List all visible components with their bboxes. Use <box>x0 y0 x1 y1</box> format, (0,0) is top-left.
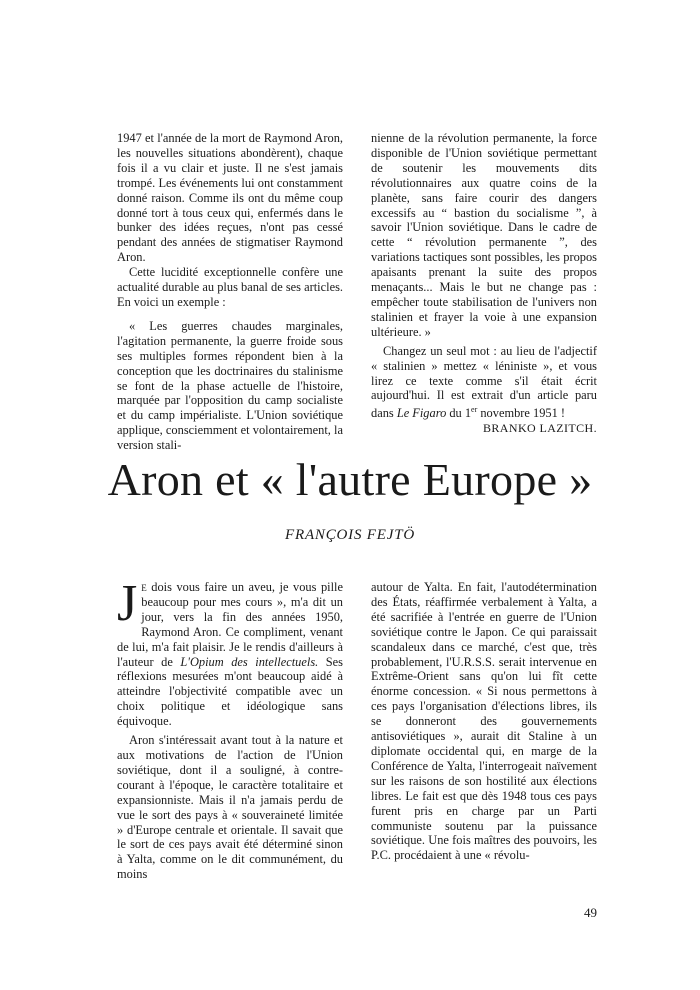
book-title: L'Opium des intellectuels. <box>180 654 319 669</box>
page-number: 49 <box>584 905 597 920</box>
quotation: « Les guerres chaudes marginales, l'agitation permanente, la guerre froide sous ses multiples formes répondent bien à la conception que les doctrinaires du stalinisme se font de la phase actuelle de l'histoire, marquée par l'opposition du camp socialiste et du camp impérialiste. L'Union soviétique applique, consciemment et volontairement, la version stali- <box>117 318 343 453</box>
drop-cap: J <box>117 575 138 632</box>
article-author: FRANÇOIS FEJTÖ <box>285 527 415 543</box>
top-right-column <box>371 131 597 436</box>
article-right-column <box>371 580 597 863</box>
article-title: Aron et « l'autre Europe » <box>107 454 593 505</box>
article-left-column <box>117 575 343 882</box>
quotation-continued: nienne de la révolution permanente, la force disponible de l'Union soviétique permettant de soutenir les mouvements dits révolutionnaires aux quatre coins de la planète, sans faire courir des dangers excessifs au “ bastion du socialisme ”, à savoir l'Union soviétique. Dans le cadre de cette “ révolution permanente ”, des variations tactiques sont possibles, les propos apaisants prenant la suite des propos menaçants... Mais le but ne change pas : empêcher toute stabilisation de l'univers non stalinien et frayer la voie à une expansion ultérieure. » <box>371 131 597 339</box>
journal-title: Le Figaro <box>396 406 447 421</box>
paragraph: Changez un seul mot : au lieu de l'adjectif « stalinien » mettez « léniniste », et vous lirez ce texte comme s'il était écrit aujourd'hui. Il est extrait d'un article paru dans Le Figaro du 1er novembre 1951 ! <box>371 343 597 421</box>
opening-paragraph: Je dois vous faire un aveu, je vous pille beaucoup pour mes cours », m'a dit un jour, vers la fin des années 1950, Raymond Aron. Ce compliment, venant de lui, m'a fait plaisir. Je le rendis d'ailleurs à l'auteur de L'Opium des intellectuels. Ses réflexions mesurées m'ont beaucoup aidé à atteindre l'objectivité compatible avec un choix politique et idéologique sans équivoque. <box>117 575 343 729</box>
top-left-column <box>117 131 343 453</box>
paragraph: Aron s'intéressait avant tout à la nature et aux motivations de l'action de l'Union soviétique, dont il a souligné, à contre-courant à l'époque, le caractère totalitaire et expansionniste. Mais il n'a jamais perdu de vue le sort des pays à « souveraineté limitée » d'Europe centrale et orientale. Il savait que le sort de ces pays avait été déterminé sinon à Yalta, comme on le dit communément, du moins <box>117 733 343 882</box>
paragraph: Cette lucidité exceptionnelle confère une actualité durable au plus banal de ses articles. En voici un exemple : <box>117 265 343 309</box>
paragraph: autour de Yalta. En fait, l'autodétermination des États, réaffirmée verbalement à Yalta, a été sacrifiée à l'entrée en guerre de l'Union soviétique contre le Japon. Ce qui paraissait scandaleux dans ce marché, c'est que, très probablement, l'U.R.S.S. serait intervenue en Extrême-Orient sans qu'on lui fît cette énorme concession. « Si nous permettons à ces pays l'organisation d'élections libres, ils se donneront des gouvernements antisoviétiques », aurait dit Staline à un diplomate occidental qui, en marge de la Conférence de Yalta, l'interrogeait naïvement sur les raisons de son hostilité aux élections libres. Le fait est que dès 1948 tous ces pays furent pris en charge par un Parti communiste soutenu par la puissance soviétique. Une fois maîtres des pouvoirs, les P.C. procédaient à une « révolu- <box>371 580 597 863</box>
paragraph: 1947 et l'année de la mort de Raymond Aron, les nouvelles situations abondèrent), chaque fois il a vu clair et juste. Il ne s'est jamais trompé. Les événements lui ont constamment donné raison. Comme ils ont du même coup donné tort à tous ceux qui, enfermés dans le bunker des idées reçues, n'ont pas cessé pendant des années de stigmatiser Raymond Aron. <box>117 131 343 265</box>
signature: BRANKO LAZITCH. <box>483 421 597 436</box>
